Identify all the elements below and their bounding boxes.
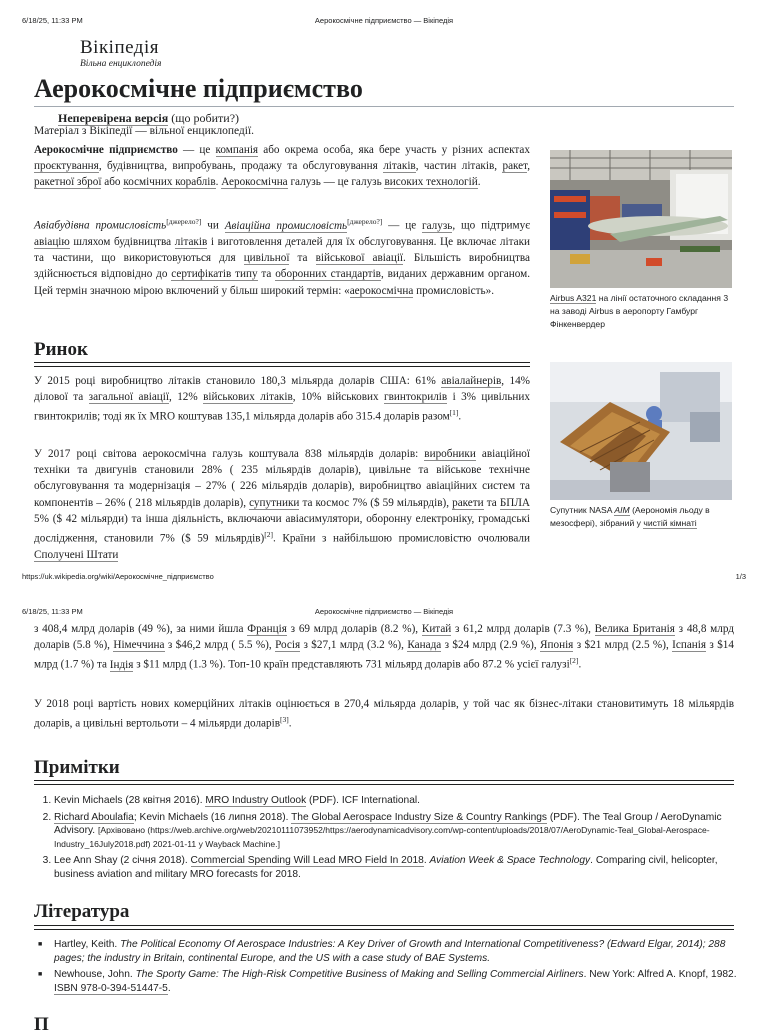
text-run: , виданих державним органом. Цей термін значною мірою включений у більш широкий термін: « bbox=[34, 268, 530, 297]
logo-wordmark: Вікіпедія bbox=[80, 37, 159, 58]
footnote-marker: [джерело?] bbox=[166, 217, 202, 226]
text-run: з 69 млрд доларів (8.2 %), bbox=[286, 623, 422, 635]
text-run: The Political Economy Of Aerospace Industries: A Key Driver of Growth and International Competitiveness? (Edward Elgar, 2014); 288 pages; the industry in Britain, continental Europe, and the US with a case study of BAE Systems. bbox=[54, 939, 726, 964]
text-run: The Sporty Game: The High-Risk Competitive Business of Making and Selling Commercial Airliners bbox=[135, 969, 584, 981]
print-page-title: Аерокосмічне підприємство — Вікіпедія bbox=[314, 16, 454, 25]
logo-tagline: Вільна енциклопедія bbox=[80, 59, 162, 69]
inline-link[interactable]: Японія bbox=[540, 639, 574, 652]
print-datetime: 6/18/25, 11:33 PM bbox=[22, 16, 83, 25]
intro-paragraph-2 bbox=[34, 214, 530, 299]
text-run: з $21 млрд (2.5 %), bbox=[573, 639, 673, 652]
airbus-assembly-image[interactable] bbox=[550, 150, 732, 288]
unreviewed-label[interactable]: Неперевірена версія bbox=[58, 111, 169, 125]
market-paragraph-2-continued bbox=[34, 621, 734, 673]
text-run: У 2018 році вартість нових комерційних літаків оцінюється в 270,4 мільярда доларів, у той час як бізнес-літаки становитимуть 18 мільярдів доларів, а цивільні вертольоти – 4 мільярди доларів bbox=[34, 698, 734, 730]
inline-link[interactable]: літаків bbox=[174, 235, 208, 248]
text-run: Newhouse, John. bbox=[54, 969, 136, 981]
inline-link[interactable]: супутники bbox=[249, 496, 300, 509]
text-run: і виготовлення деталей для їх обслуговування. Це включає літаки та частини, що використовуються для bbox=[34, 235, 530, 265]
inline-link[interactable]: чистій кімнаті bbox=[643, 518, 697, 528]
inline-link[interactable]: ракетної зброї bbox=[34, 176, 102, 189]
text-run: . bbox=[167, 982, 171, 994]
inline-link[interactable]: проєктування bbox=[34, 160, 99, 173]
figure-caption-airbus bbox=[550, 292, 732, 331]
inline-link[interactable]: виробники bbox=[424, 448, 476, 460]
inline-link[interactable]: аерокосмічна bbox=[349, 284, 414, 297]
inline-link[interactable]: компанія bbox=[215, 144, 259, 156]
text-run: , будівництва, випробувань, продажу та обслуговування bbox=[98, 160, 384, 173]
inline-link[interactable]: [2] bbox=[264, 530, 274, 540]
inline-link[interactable]: авіацію bbox=[34, 235, 70, 248]
figure-caption-aim bbox=[550, 504, 732, 530]
text-run: . bbox=[215, 176, 222, 189]
text-run: промисловість». bbox=[413, 284, 495, 297]
inline-link[interactable]: Airbus A321 bbox=[550, 293, 597, 303]
text-run: на лінії остаточного складання 3 на заводі Airbus в аеропорту Гамбург Фінкенвердер bbox=[550, 293, 729, 329]
text-run: . bbox=[288, 717, 292, 730]
text-run: з 408,4 млрд доларів (49 %), за ними йшла bbox=[34, 623, 248, 635]
text-run: [Архівовано (https://web.archive.org/web/20210111073952/https://aerodynamicadvisory.com/wp-content/uploads/2018/07/AeroDynamic-Teal_Global-Aerospace-Industry_16July2018.pdf) 2021-01-11 у Wayback Machine.] bbox=[54, 825, 710, 849]
reference-item bbox=[54, 794, 754, 808]
text-run: (Аерономія льоду в мезосфері), зібраний у bbox=[550, 505, 710, 528]
text-run: . bbox=[423, 855, 430, 867]
inline-link[interactable]: військових літаків bbox=[203, 391, 293, 404]
literature-item bbox=[54, 968, 754, 995]
footnote-marker: [джерело?] bbox=[347, 217, 383, 226]
text-run: . bbox=[458, 411, 462, 424]
reference-item bbox=[54, 811, 754, 852]
text-run: або bbox=[101, 176, 124, 189]
inline-link[interactable]: AIM bbox=[614, 505, 630, 515]
market-paragraph-3 bbox=[34, 696, 734, 732]
text-run: , 10% військових bbox=[292, 391, 385, 404]
inline-link[interactable]: ракети bbox=[452, 496, 484, 509]
text-run: Aviation Week & Space Technology bbox=[429, 855, 591, 867]
text-run: з 48,8 млрд доларів (5.8 %), bbox=[34, 623, 734, 652]
inline-link[interactable]: Авіаційна промисловість bbox=[224, 219, 348, 232]
inline-link[interactable]: The Global Aerospace Industry Size & Country Rankings bbox=[291, 811, 548, 823]
inline-link[interactable]: високих технологій bbox=[384, 176, 478, 189]
inline-link[interactable]: Сполучені Штати bbox=[34, 548, 119, 561]
inline-link[interactable]: БПЛА bbox=[499, 496, 530, 509]
text-run: з 61,2 млрд доларів (7.3 %), bbox=[451, 623, 595, 635]
text-run: . New York: Alfred A. Knopf, 1982. bbox=[583, 969, 737, 981]
inline-link[interactable]: Велика Британія bbox=[594, 623, 675, 635]
text-run: галузь — це галузь bbox=[287, 176, 385, 189]
print-header bbox=[0, 12, 768, 28]
inline-link[interactable]: Росія bbox=[275, 639, 301, 652]
inline-link[interactable]: військової авіації bbox=[315, 252, 404, 265]
text-run: Авіабудівна промисловість bbox=[34, 219, 167, 232]
text-run: Аерокосмічне підприємство bbox=[34, 144, 178, 156]
inline-link[interactable]: Китай bbox=[421, 623, 452, 635]
text-run: . bbox=[578, 659, 582, 672]
inline-link[interactable]: MRO Industry Outlook bbox=[205, 795, 307, 806]
text-run: авіаційної техніки та двигунів становили 28% ( 235 мільярдів доларів), цивільне та військове технічне обслуговування та модернізація – 27% ( 226 мільярдів доларів), виробництво авіаційних систем та компонентів – 26% ( 218 мільярдів доларів), bbox=[34, 448, 531, 509]
aim-satellite-image[interactable] bbox=[550, 362, 732, 500]
text-run: — це bbox=[382, 219, 423, 232]
text-run: , 12% bbox=[169, 391, 204, 404]
text-run: . Більшість виробництва здійснюється відповідно до bbox=[34, 252, 531, 281]
text-run: У 2015 році виробництво літаків становило 180,3 мільярда доларів США: 61% bbox=[34, 375, 442, 387]
from-line: Матеріал з Вікіпедії — вільної енциклопедії. bbox=[34, 125, 255, 137]
inline-link[interactable]: Richard Aboulafia bbox=[54, 811, 134, 823]
text-run: 5% ($ 42 мільярди) та інша діяльність, включаючи авіасимулятори, оборонну електроніку, громадські дослідження, становили 7% ($ 59 мільярдів) bbox=[34, 512, 530, 545]
figure-airbus bbox=[550, 150, 732, 331]
title-divider bbox=[34, 106, 734, 107]
inline-link[interactable]: Іспанія bbox=[672, 639, 707, 652]
inline-link[interactable]: цивільної bbox=[243, 252, 290, 265]
market-paragraph-2 bbox=[34, 446, 530, 563]
inline-link[interactable]: ISBN 978-0-394-51447-5 bbox=[54, 982, 168, 994]
text-run: з $27,1 млрд (3.2 %), bbox=[300, 639, 408, 652]
text-run: Hartley, Keith. bbox=[54, 939, 121, 950]
text-run: чи bbox=[201, 219, 225, 232]
inline-link[interactable]: літаків bbox=[383, 160, 416, 173]
section-divider bbox=[34, 925, 734, 930]
text-run: та bbox=[257, 268, 276, 281]
text-run: з $14 млрд (1.7 %) та bbox=[34, 639, 734, 672]
text-run: з $46,2 млрд ( 5.5 %), bbox=[164, 639, 276, 652]
inline-link[interactable]: галузь bbox=[422, 219, 453, 232]
inline-link[interactable]: Франція bbox=[247, 623, 287, 635]
inline-link[interactable]: гвинтокрилів bbox=[384, 391, 448, 404]
what-to-do-link[interactable]: (що робити?) bbox=[171, 111, 240, 125]
figure-aim-satellite bbox=[550, 362, 732, 530]
print-url: https://uk.wikipedia.org/wiki/Аерокосмічне_підприємство bbox=[22, 572, 214, 581]
text-run: та космос 7% ($ 59 мільярдів), bbox=[299, 496, 453, 509]
reference-item bbox=[54, 854, 754, 881]
text-run: , bbox=[527, 160, 530, 173]
section-heading-literature: Література bbox=[34, 901, 130, 922]
inline-link[interactable]: ракет bbox=[502, 160, 528, 173]
inline-link[interactable]: [2] bbox=[569, 656, 579, 666]
literature-list bbox=[36, 938, 754, 998]
inline-link[interactable]: авіалайнерів bbox=[441, 375, 502, 387]
inline-link[interactable]: [1] bbox=[449, 408, 459, 418]
print-datetime: 6/18/25, 11:33 PM bbox=[22, 607, 83, 616]
next-section-heading-fragment: П bbox=[34, 1014, 49, 1035]
section-divider bbox=[34, 362, 530, 367]
text-run: (PDF). The Teal Group / AeroDynamic Advisory. bbox=[54, 811, 722, 837]
inline-link[interactable]: сертифікатів типу bbox=[171, 268, 258, 281]
text-run: або окрема особа, яка бере участь у різних аспектах bbox=[258, 144, 530, 156]
text-run: та bbox=[289, 252, 316, 265]
text-run: — це bbox=[177, 144, 216, 156]
text-run: ; Kevin Michaels (16 липня 2018). bbox=[133, 811, 292, 823]
inline-link[interactable]: загальної авіації bbox=[88, 391, 169, 404]
text-run: Lee Ann Shay (2 січня 2018). bbox=[54, 855, 191, 867]
market-paragraph-1 bbox=[34, 373, 530, 425]
text-run: У 2017 році світова аерокосмічна галузь коштувала 838 мільярдів доларів: bbox=[34, 448, 425, 460]
text-run: та bbox=[483, 496, 500, 509]
literature-item bbox=[54, 938, 754, 965]
text-run: Kevin Michaels (28 квітня 2016). bbox=[54, 795, 206, 806]
inline-link[interactable]: Аерокосмічна bbox=[221, 176, 288, 189]
wikipedia-logo[interactable] bbox=[80, 38, 161, 69]
text-run: , 14% ділової та bbox=[34, 375, 530, 404]
references-list bbox=[36, 794, 754, 885]
text-run: з $24 млрд (2.9 %), bbox=[441, 639, 541, 652]
text-run: (PDF). ICF International. bbox=[306, 795, 420, 806]
text-run: . Країни з найбільшою промисловістю очолювали bbox=[273, 532, 530, 545]
text-run: . bbox=[477, 176, 481, 189]
text-run: , що підтримує bbox=[452, 219, 530, 232]
inline-link[interactable]: Індія bbox=[109, 659, 134, 672]
inline-link[interactable]: Канада bbox=[407, 639, 442, 652]
text-run: . Comparing civil, helicopter, business aviation and military MRO forecasts for 2018. bbox=[54, 855, 718, 880]
section-divider bbox=[34, 780, 734, 785]
section-heading-notes: Примітки bbox=[34, 757, 120, 778]
inline-link[interactable]: Commercial Spending Will Lead MRO Field In 2018 bbox=[190, 855, 424, 867]
inline-link[interactable]: Німеччина bbox=[113, 639, 165, 652]
print-header-page-2 bbox=[0, 603, 768, 619]
intro-paragraph-1 bbox=[34, 142, 530, 191]
page-title: Аерокосмічне підприємство bbox=[34, 74, 363, 103]
text-run: шляхом будівництва bbox=[69, 235, 175, 248]
print-page-title: Аерокосмічне підприємство — Вікіпедія bbox=[314, 607, 454, 616]
inline-link[interactable]: космічних кораблів bbox=[123, 176, 216, 189]
text-run: Супутник NASA bbox=[550, 505, 615, 515]
text-run: з $11 млрд (1.3 %). Топ-10 країн представляють 731 мільярд доларів або 87.2 % усієї галузі bbox=[133, 659, 570, 672]
text-run: і 3% цивільних гвинтокрилів; тоді як їх MRO коштував 135,1 мільярда доларів або 315.4 доларів разом bbox=[34, 391, 530, 424]
section-heading-market: Ринок bbox=[34, 339, 88, 360]
unreviewed-notice bbox=[58, 111, 239, 126]
print-page-number: 1/3 bbox=[735, 572, 746, 581]
inline-link[interactable]: оборонних стандартів bbox=[275, 268, 381, 281]
text-run: , частин літаків, bbox=[415, 160, 503, 173]
inline-link[interactable]: [3] bbox=[279, 715, 289, 725]
